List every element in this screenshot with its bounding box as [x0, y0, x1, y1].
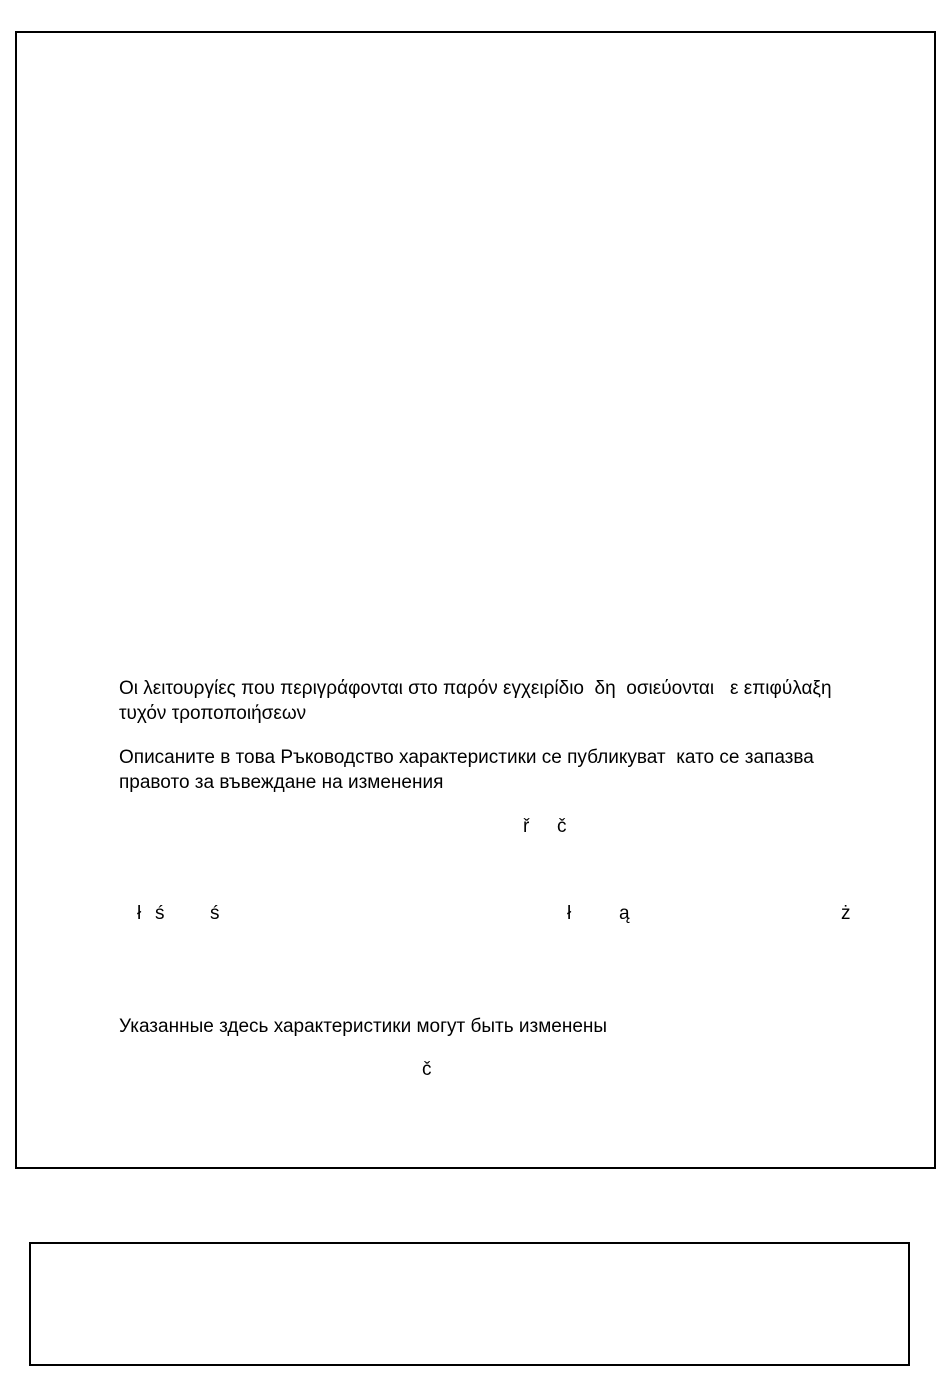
greek-notice-line-2: τυχόν τροποποιήσεων [119, 703, 307, 724]
bulgarian-notice-line-2: правото за въвеждане на изменения [119, 772, 444, 793]
greek-notice-line-1: Οι λειτουργίες που περιγράφονται στο παρόν εγχειρίδιο δη οσιεύονται ε επιφύλαξη [119, 678, 832, 699]
russian-notice-line-1: Указанные здесь характеристики могут быть изменены [119, 1016, 608, 1037]
polish-glyph-l: ł [137, 903, 142, 924]
bulgarian-notice-line-1: Описаните в това Ръководство характеристики се публикуват като се запазва [119, 747, 814, 768]
polish-glyph-a: ą [619, 903, 630, 924]
footer-box [29, 1242, 910, 1366]
polish-glyph-z: ż [841, 903, 851, 924]
polish-glyph-s: ś [210, 903, 220, 924]
czech-glyph-c: č [557, 816, 567, 837]
czech-glyph-r: ř [523, 816, 530, 837]
slovak-glyph-c: č [422, 1059, 432, 1080]
polish-glyph-l: ł [567, 903, 572, 924]
content-frame [15, 31, 936, 1169]
polish-glyph-s: ś [155, 903, 165, 924]
